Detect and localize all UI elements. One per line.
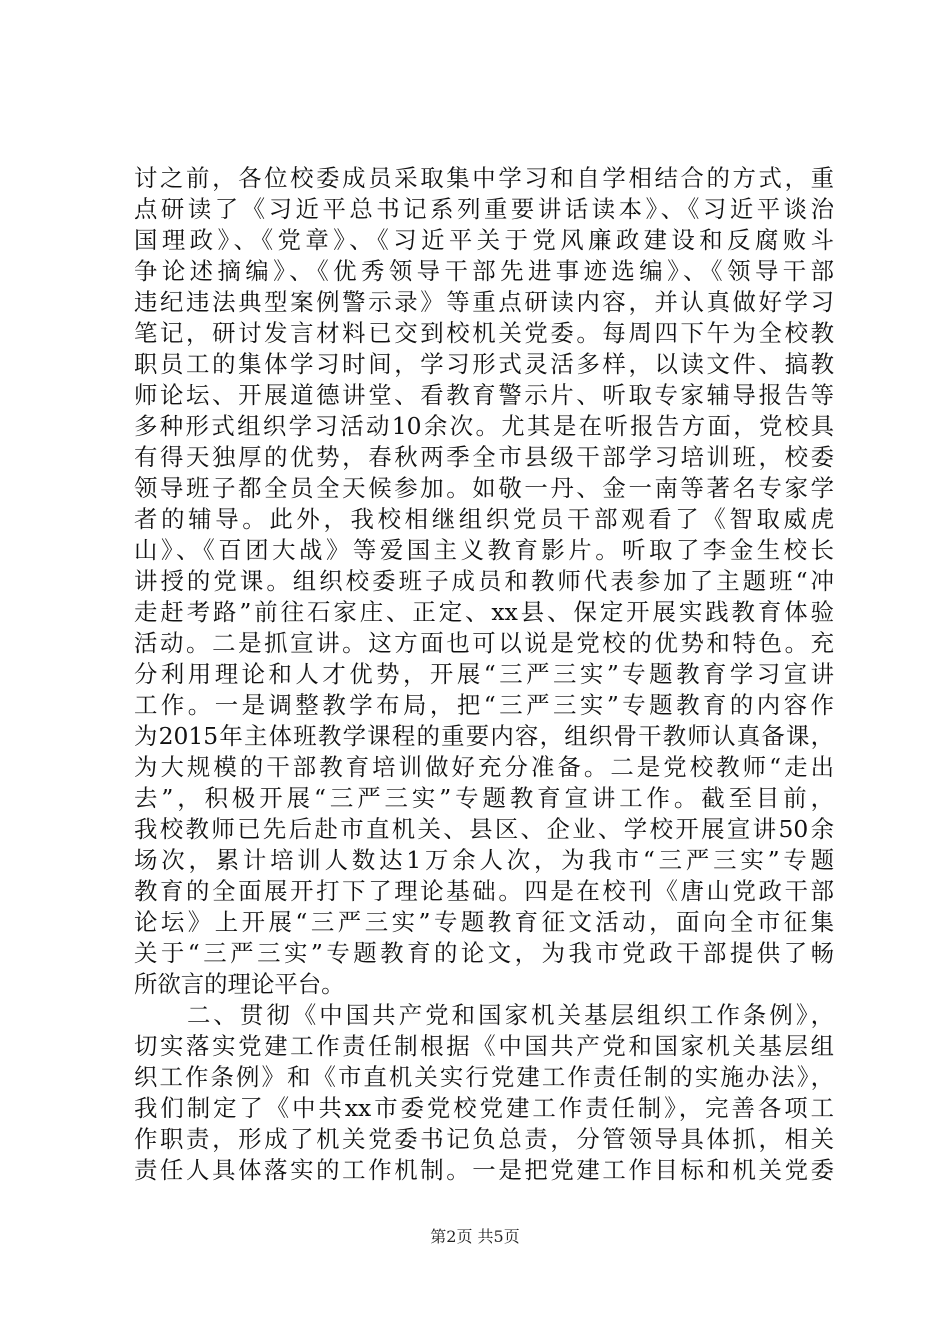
- text-line: 我校教师已先后赴市直机关、县区、企业、学校开展宣讲50余: [134, 815, 834, 843]
- text-line: 切实落实党建工作责任制根据《中国共产党和国家机关基层组: [134, 1032, 834, 1060]
- text-line: 讨之前，各位校委成员采取集中学习和自学相结合的方式，重: [134, 164, 834, 192]
- text-line: 论坛》上开展“三严三实”专题教育征文活动，面向全市征集: [134, 908, 834, 936]
- text-line: 场次，累计培训人数达1万余人次，为我市“三严三实”专题: [134, 846, 834, 874]
- text-line: 教育的全面展开打下了理论基础。四是在校刊《唐山党政干部: [134, 877, 834, 905]
- text-line: 领导班子都全员全天候参加。如敬一丹、金一南等著名专家学: [134, 474, 834, 502]
- text-line: 师论坛、开展道德讲堂、看教育警示片、听取专家辅导报告等: [134, 381, 834, 409]
- text-line: 为2015年主体班教学课程的重要内容，组织骨干教师认真备课，: [134, 722, 834, 750]
- text-line: 我们制定了《中共xx市委党校党建工作责任制》，完善各项工: [134, 1094, 834, 1122]
- text-line: 有得天独厚的优势，春秋两季全市县级干部学习培训班，校委: [134, 443, 834, 471]
- text-line: 关于“三严三实”专题教育的论文，为我市党政干部提供了畅: [134, 939, 834, 967]
- text-line: 点研读了《习近平总书记系列重要讲话读本》、《习近平谈治: [134, 195, 834, 223]
- text-line: 违纪违法典型案例警示录》等重点研读内容，并认真做好学习: [134, 288, 834, 316]
- text-line: 工作。一是调整教学布局，把“三严三实”专题教育的内容作: [134, 691, 834, 719]
- text-line: 讲授的党课。组织校委班子成员和教师代表参加了主题班“冲: [134, 567, 834, 595]
- text-line: 多种形式组织学习活动10余次。尤其是在听报告方面，党校具: [134, 412, 834, 440]
- text-line: 作职责，形成了机关党委书记负总责，分管领导具体抓，相关: [134, 1125, 834, 1153]
- text-line: 活动。二是抓宣讲。这方面也可以说是党校的优势和特色。充: [134, 629, 834, 657]
- text-line: 二、贯彻《中国共产党和国家机关基层组织工作条例》，: [134, 1001, 834, 1029]
- body-text: [134, 163, 834, 1186]
- page-footer: 第2页 共5页: [430, 1227, 520, 1246]
- text-line: 争论述摘编》、《优秀领导干部先进事迹选编》、《领导干部: [134, 257, 834, 285]
- text-line: 走赶考路”前往石家庄、正定、xx县、保定开展实践教育体验: [134, 598, 834, 626]
- text-line: 织工作条例》和《市直机关实行党建工作责任制的实施办法》，: [134, 1063, 834, 1091]
- text-line: 笔记，研讨发言材料已交到校机关党委。每周四下午为全校教: [134, 319, 834, 347]
- text-line: 国理政》、《党章》、《习近平关于党风廉政建设和反腐败斗: [134, 226, 834, 254]
- text-line: 职员工的集体学习时间，学习形式灵活多样，以读文件、搞教: [134, 350, 834, 378]
- text-line: 分利用理论和人才优势，开展“三严三实”专题教育学习宣讲: [134, 660, 834, 688]
- text-line: 山》、《百团大战》等爱国主义教育影片。听取了李金生校长: [134, 536, 834, 564]
- text-line: 者的辅导。此外，我校相继组织党员干部观看了《智取威虎: [134, 505, 834, 533]
- text-line: 去”，积极开展“三严三实”专题教育宣讲工作。截至目前，: [134, 784, 834, 812]
- text-line: 为大规模的干部教育培训做好充分准备。二是党校教师“走出: [134, 753, 834, 781]
- text-line: 责任人具体落实的工作机制。一是把党建工作目标和机关党委: [134, 1156, 834, 1184]
- text-line: 所欲言的理论平台。: [134, 970, 345, 998]
